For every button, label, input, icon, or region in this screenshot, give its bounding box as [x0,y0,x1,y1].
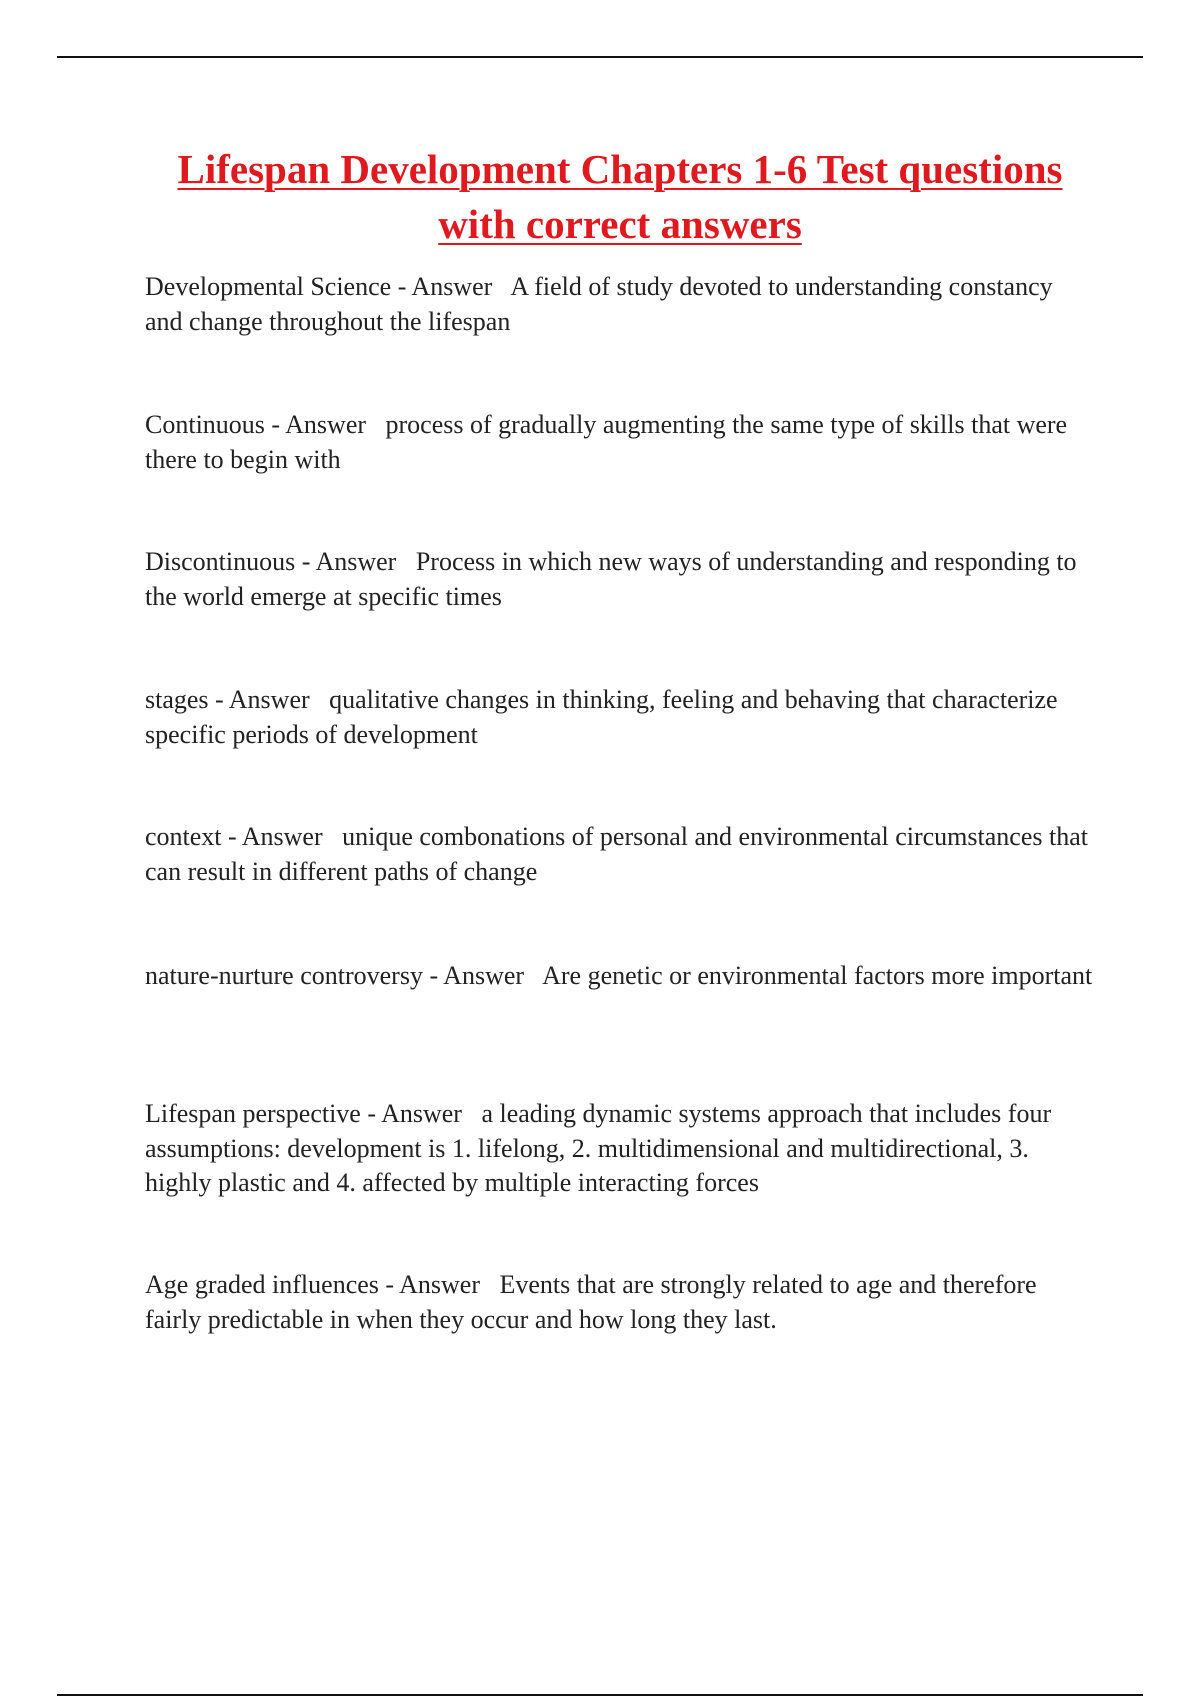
qa-item-nature-nurture [145,959,1095,994]
qa-separator: - Answer [208,685,330,714]
qa-separator: - Answer [221,822,343,851]
qa-item-age-graded-influences [145,1268,1095,1337]
qa-answer: A field of study devoted to understanding constancy and change throughout the lifespan [145,272,1053,336]
qa-separator: - Answer [422,961,543,990]
qa-term: context [145,822,222,851]
qa-item-developmental-science [145,270,1095,339]
qa-term: Continuous [145,410,265,439]
qa-item-continuous [145,408,1095,477]
qa-term: stages [145,685,209,714]
qa-term: nature-nurture controversy [145,961,423,990]
qa-term: Developmental Science [145,272,392,301]
qa-item-context [145,820,1095,889]
qa-item-lifespan-perspective [145,1097,1095,1201]
qa-answer: Are genetic or environmental factors more important [542,961,1093,990]
qa-item-discontinuous [145,545,1095,614]
top-rule [57,56,1143,58]
qa-term: Discontinuous [145,547,296,576]
qa-separator: - Answer [391,272,511,301]
qa-answer: Events that are strongly related to age and therefore fairly predictable in when they occur and how long they last. [145,1270,1037,1334]
qa-separator: - Answer [264,410,386,439]
qa-separator: - Answer [295,547,416,576]
qa-separator: - Answer [378,1270,500,1299]
qa-answer: process of gradually augmenting the same type of skills that were there to begin with [145,410,1068,474]
qa-answer: a leading dynamic systems approach that includes four assumptions: development is 1. lifelong, 2. multidimensional and multidirectional, 3. highly plastic and 4. affected by multiple interacting forces [145,1099,1052,1197]
qa-item-stages [145,683,1095,752]
document-title: Lifespan Development Chapters 1-6 Test questions with correct answers [177,146,1063,247]
qa-separator: - Answer [360,1099,482,1128]
qa-answer: qualitative changes in thinking, feeling and behaving that characterize specific periods of development [145,685,1058,749]
qa-answer: Process in which new ways of understanding and responding to the world emerge at specific times [145,547,1077,611]
qa-term: Lifespan perspective [145,1099,361,1128]
qa-term: Age graded influences [145,1270,379,1299]
qa-answer: unique combonations of personal and environmental circumstances that can result in different paths of change [145,822,1088,886]
bottom-rule [57,1694,1143,1696]
